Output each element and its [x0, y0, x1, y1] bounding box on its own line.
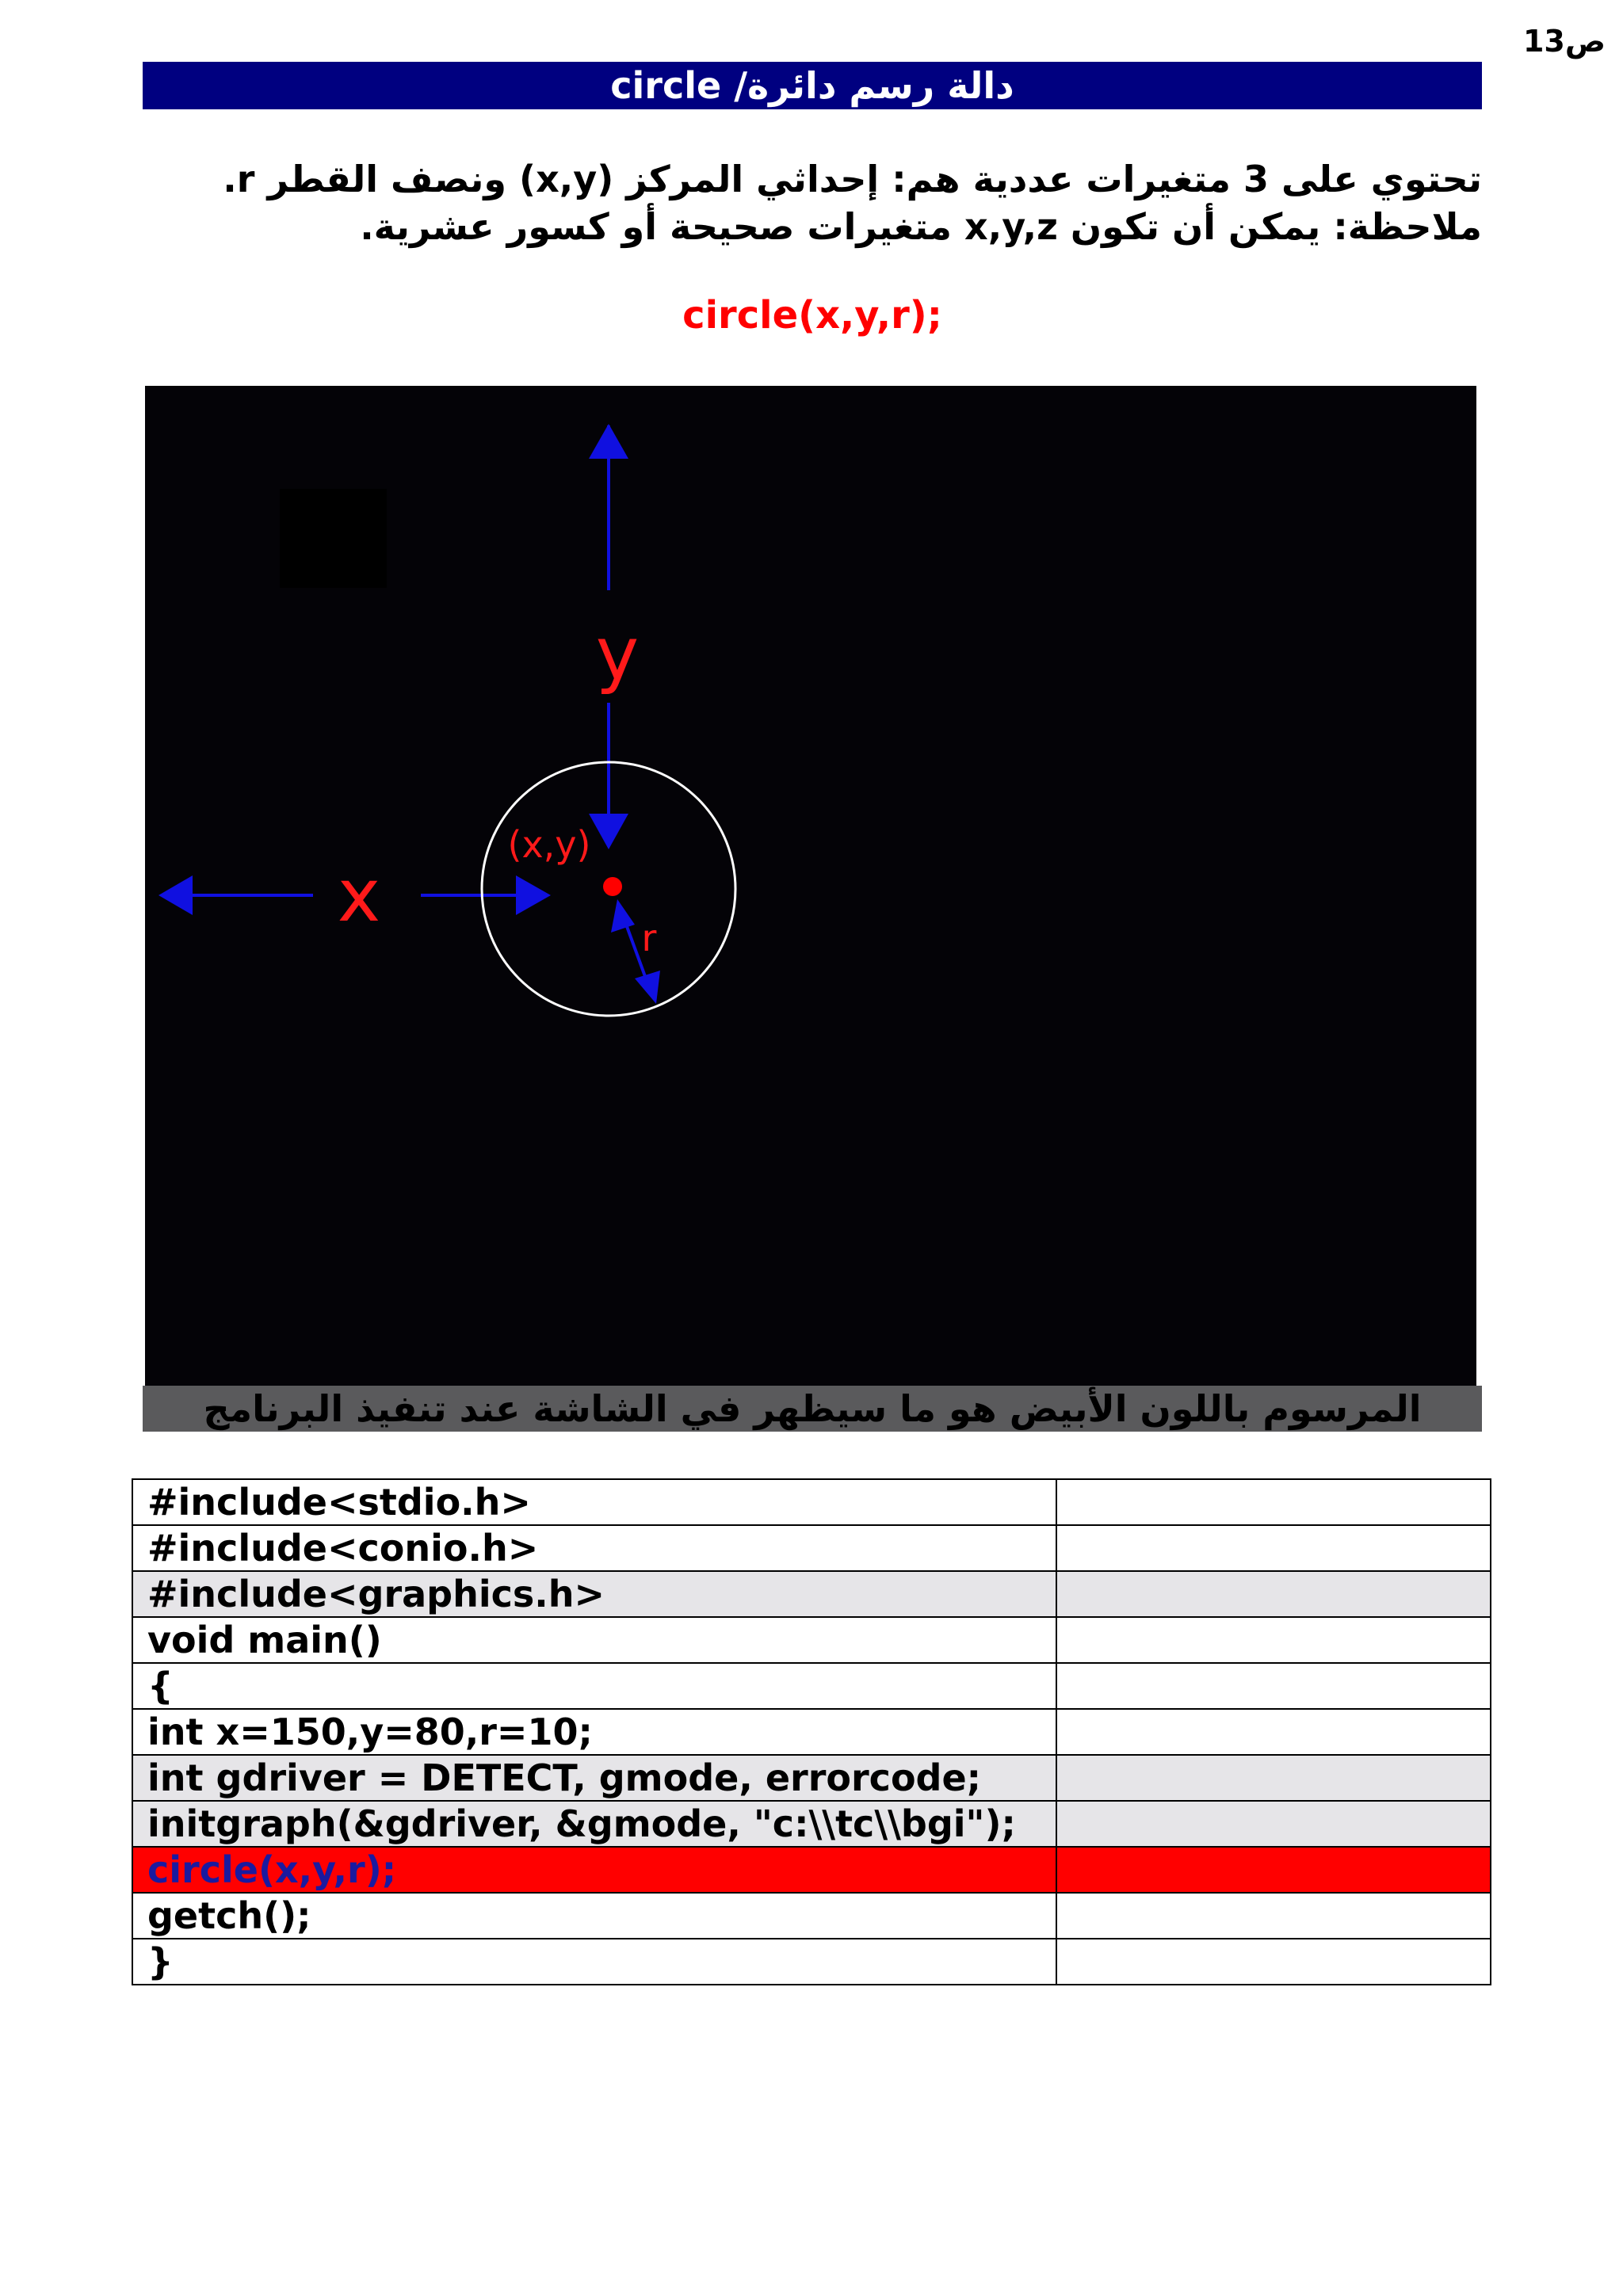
code-note-cell [1056, 1663, 1491, 1709]
code-row [132, 1755, 1491, 1801]
code-line: #include<stdio.h> [132, 1479, 1056, 1525]
description-line-1: تحتوي على 3 متغيرات عددية هم: إحداثي المركز (x,y) ونصف القطر r. [223, 158, 1482, 200]
description-line-2: ملاحظة: يمكن أن تكون x,y,z متغيرات صحيحة أو كسور عشرية. [360, 205, 1482, 248]
section-title: دالة رسم دائرة/ circle [143, 62, 1482, 109]
code-note-cell [1056, 1525, 1491, 1571]
code-row [132, 1709, 1491, 1755]
code-row [132, 1847, 1491, 1893]
code-line: getch(); [132, 1893, 1056, 1939]
label-radius: r [641, 917, 657, 959]
code-line: { [132, 1663, 1056, 1709]
code-row [132, 1663, 1491, 1709]
diagram-caption: المرسوم باللون الأبيض هو ما سيظهر في الشاشة عند تنفيذ البرنامج [143, 1386, 1482, 1432]
description [143, 155, 1482, 250]
radius-arrow-head-top [611, 899, 635, 933]
x-arrow-head-left [158, 875, 193, 915]
code-line: int gdriver = DETECT, gmode, errorcode; [132, 1755, 1056, 1801]
code-row [132, 1617, 1491, 1663]
code-note-cell [1056, 1893, 1491, 1939]
x-arrow-head-right [516, 875, 551, 915]
code-line: initgraph(&gdriver, &gmode, "c:\\tc\\bgi"); [132, 1801, 1056, 1847]
y-arrow-head-up [589, 424, 628, 459]
code-note-cell [1056, 1847, 1491, 1893]
label-x: x [337, 853, 381, 938]
code-row [132, 1893, 1491, 1939]
code-note-cell [1056, 1479, 1491, 1525]
code-row [132, 1479, 1491, 1525]
code-line: circle(x,y,r); [132, 1847, 1056, 1893]
y-arrow-head-down [589, 814, 628, 849]
code-note-cell [1056, 1801, 1491, 1847]
circle-diagram [145, 386, 1476, 1388]
dark-patch [280, 489, 387, 588]
code-note-cell [1056, 1617, 1491, 1663]
code-note-cell [1056, 1939, 1491, 1985]
code-line: void main() [132, 1617, 1056, 1663]
code-row [132, 1801, 1491, 1847]
label-center: (x,y) [507, 823, 591, 866]
center-point [603, 877, 622, 896]
code-note-cell [1056, 1709, 1491, 1755]
code-line: #include<conio.h> [132, 1525, 1056, 1571]
radius-arrow-head-bottom [635, 971, 660, 1004]
code-line: int x=150,y=80,r=10; [132, 1709, 1056, 1755]
code-row [132, 1571, 1491, 1617]
page-number: ص13 [1522, 24, 1606, 59]
code-line: #include<graphics.h> [132, 1571, 1056, 1617]
syntax-example: circle(x,y,r); [682, 293, 942, 338]
code-note-cell [1056, 1571, 1491, 1617]
label-y: y [595, 612, 640, 696]
code-row [132, 1525, 1491, 1571]
code-note-cell [1056, 1755, 1491, 1801]
code-row [132, 1939, 1491, 1985]
graphics-screen-diagram [145, 386, 1476, 1388]
code-table [132, 1478, 1491, 1985]
code-line: } [132, 1939, 1056, 1985]
